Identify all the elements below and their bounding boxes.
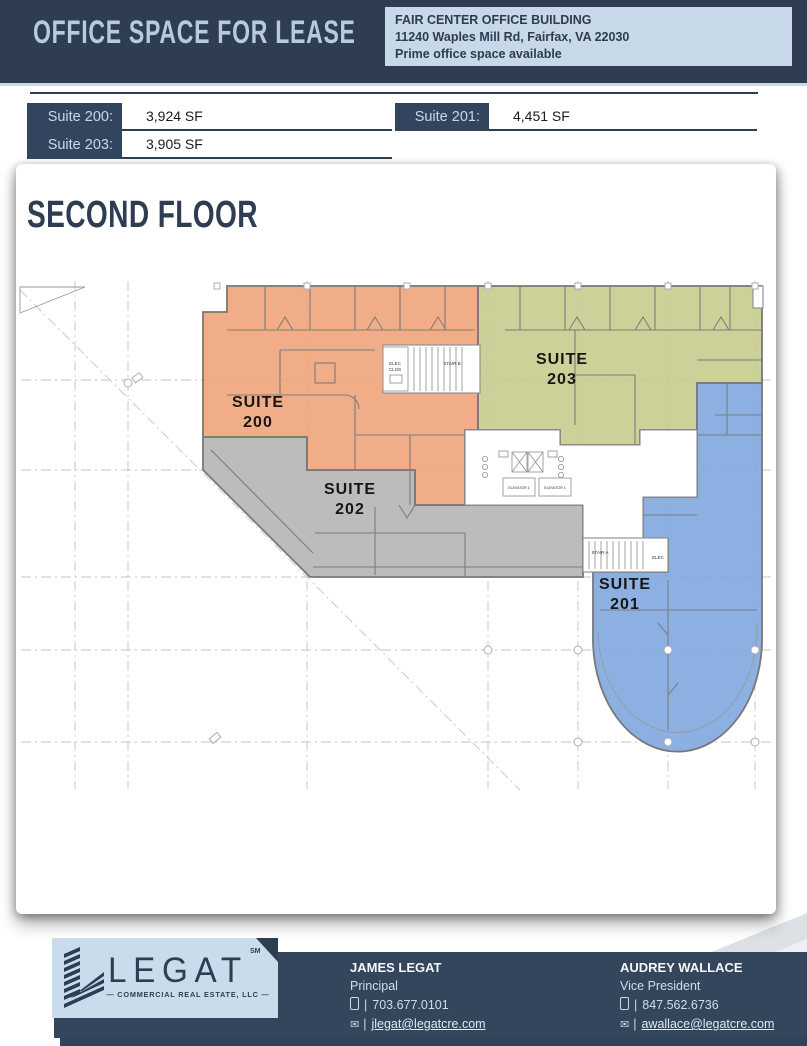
contact-audrey-wallace [620,958,774,1034]
contact-phone: 847.562.6736 [642,998,719,1012]
stair-b-label: STAIR B [443,361,461,366]
elec-clos-label-2: CLOS [388,367,402,372]
legat-logo [52,938,278,1018]
building-tagline: Prime office space available [395,47,562,61]
contact-phone-row: | 703.677.0101 [350,996,486,1015]
contact-email-link[interactable]: awallace@legatcre.com [641,1017,775,1031]
legat-wordmark: LEGAT [108,951,248,990]
elec-clos-label-1: ELEC [389,361,401,366]
building-info-box [385,7,792,66]
suite-202-number: 202 [335,501,365,518]
suite-200-size: 3,924 SF [122,103,392,131]
contact-email-row: ✉ | jlegat@legatcre.com [350,1015,486,1034]
contact-james-legat [350,958,486,1034]
elec-label: ELEC [652,555,664,560]
suite-203-number: 203 [547,371,577,388]
legat-subtitle: — COMMERCIAL REAL ESTATE, LLC — [106,990,270,999]
phone-icon [620,997,629,1010]
suite-201-number: 201 [610,596,640,613]
floor-title: SECOND FLOOR [27,194,258,236]
building-name: FAIR CENTER OFFICE BUILDING [395,13,592,27]
suite-203-label: Suite 203: [27,131,122,159]
suite-200-label: Suite 200: [27,103,122,131]
suite-201-size: 4,451 SF [489,103,757,131]
contact-name: JAMES LEGAT [350,960,442,975]
suite-200-word: SUITE [231,394,285,411]
page-title: OFFICE SPACE FOR LEASE [33,14,356,50]
mail-icon: ✉ [350,1019,360,1031]
contact-phone-row: | 847.562.6736 [620,996,774,1015]
contact-email-link[interactable]: jlegat@legatcre.com [371,1017,486,1031]
phone-icon [350,997,359,1010]
availability-top-rule [30,92,758,94]
suite-203-size: 3,905 SF [122,131,392,159]
contact-email-row: ✉ | awallace@legatcre.com [620,1015,774,1034]
contact-title: Vice President [620,979,701,993]
suite-202-word: SUITE [323,481,377,498]
page-header [0,0,807,86]
contact-phone: 703.677.0101 [372,998,449,1012]
suite-areas [203,286,762,752]
contact-title: Principal [350,979,398,993]
elevator-left-label: ELEVATOR 1 [508,486,530,490]
suite-201-word: SUITE [598,576,652,593]
mail-icon: ✉ [620,1019,630,1031]
contact-name: AUDREY WALLACE [620,960,743,975]
building-address: 11240 Waples Mill Rd, Fairfax, VA 22030 [395,30,630,44]
suite-201-label: Suite 201: [395,103,489,131]
legat-sm-mark: SM [250,948,261,955]
elevator-right-label: ELEVATOR 1 [544,486,566,490]
floor-plan-drawing [15,275,795,795]
stair-a-label: STAIR A [591,550,609,555]
legat-building-icon [60,946,108,1010]
suite-200-number: 200 [243,414,273,431]
suite-203-word: SUITE [535,351,589,368]
footer-bottom-strip [60,1038,807,1046]
